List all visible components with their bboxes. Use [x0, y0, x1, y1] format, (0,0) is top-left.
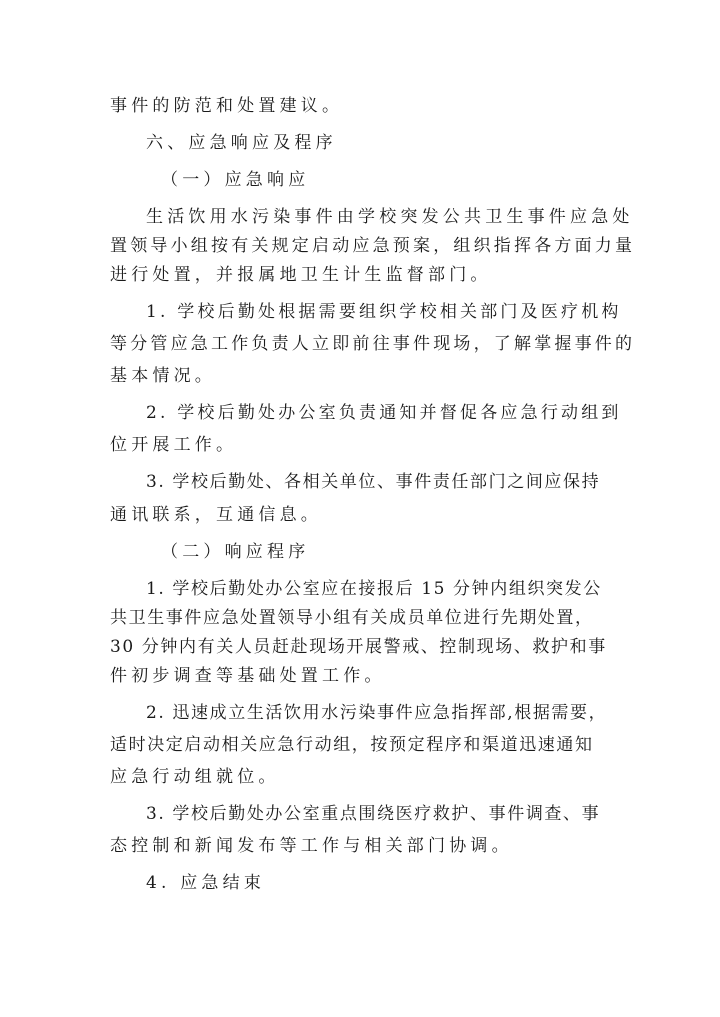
text-line-20: 适时决定启动相关应急行动组，按预定程序和渠道迅速通知 [110, 735, 594, 755]
text-line-22: 3. 学校后勤处办公室重点围绕医疗救护、事件调查、事 [146, 804, 601, 824]
text-line-1: 事件的防范和处置建议。 [110, 96, 344, 116]
text-line-12: 3. 学校后勤处、各相关单位、事件责任部门之间应保持 [146, 472, 601, 492]
text-line-11: 位开展工作。 [110, 435, 238, 455]
text-line-24: 4. 应急结束 [146, 873, 266, 893]
text-line-19: 2. 迅速成立生活饮用水污染事件应急指挥部,根据需要， [146, 703, 608, 723]
text-line-10: 2. 学校后勤处办公室负责通知并督促各应急行动组到 [146, 403, 622, 423]
text-line-6: 进行处置，并报属地卫生计生监督部门。 [110, 265, 492, 285]
text-line-16: 共卫生事件应急处置领导小组有关成员单位进行先期处置， [110, 608, 594, 628]
text-line-7: 1. 学校后勤处根据需要组织学校相关部门及医疗机构 [146, 302, 622, 322]
subsection-heading-1: （一）应急响应 [161, 170, 310, 190]
subsection-heading-2: （二）响应程序 [161, 542, 310, 562]
text-line-18: 件初步调查等基础处置工作。 [110, 666, 386, 686]
section-heading-6: 六、应急响应及程序 [146, 133, 337, 153]
text-line-17: 30 分钟内有关人员赶赴现场开展警戒、控制现场、救护和事 [110, 637, 607, 657]
text-line-21: 应急行动组就位。 [110, 767, 280, 787]
text-line-4: 生活饮用水污染事件由学校突发公共卫生事件应急处 [146, 207, 634, 227]
text-line-5: 置领导小组按有关规定启动应急预案，组织指挥各方面力量 [110, 236, 636, 256]
text-line-15: 1. 学校后勤处办公室应在接报后 15 分钟内组织突发公 [146, 579, 602, 599]
text-line-23: 态控制和新闻发布等工作与相关部门协调。 [110, 836, 513, 856]
text-line-8: 等分管应急工作负责人立即前往事件现场，了解掌握事件的 [110, 334, 636, 354]
text-line-9: 基本情况。 [110, 366, 216, 386]
text-line-13: 通讯联系，互通信息。 [110, 505, 322, 525]
